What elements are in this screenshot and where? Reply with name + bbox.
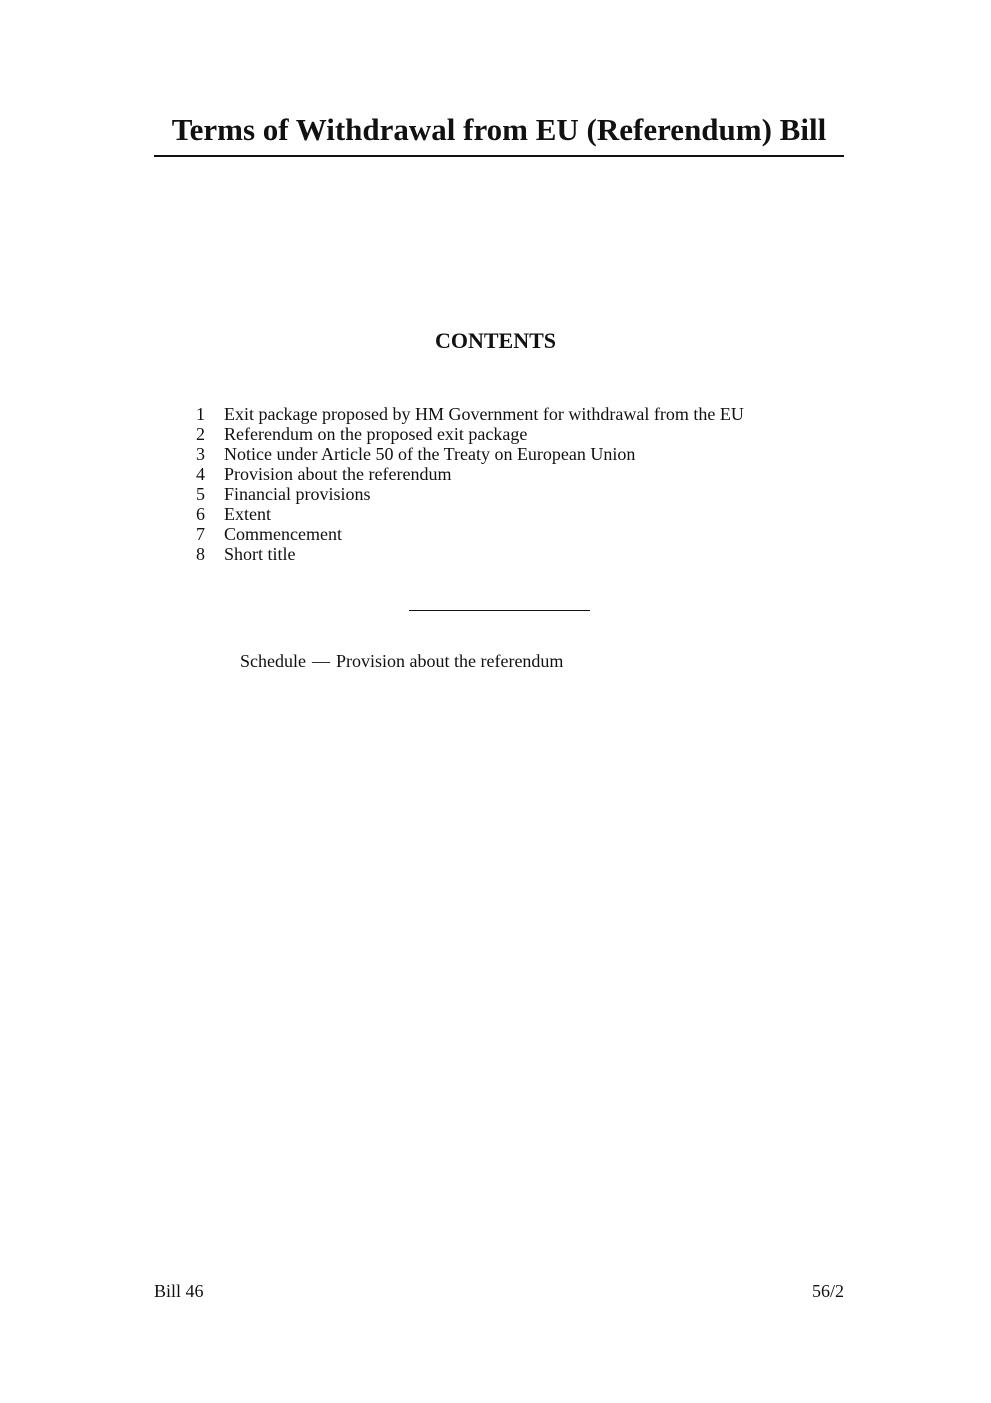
toc-item-label: Referendum on the proposed exit package — [224, 424, 528, 444]
schedule-entry — [240, 650, 563, 672]
toc-item-number: 1 — [196, 404, 205, 424]
toc-item-number: 4 — [196, 464, 205, 484]
toc-item-label: Exit package proposed by HM Government for withdrawal from the EU — [224, 404, 744, 424]
section-divider — [409, 610, 590, 611]
schedule-title: Provision about the referendum — [335, 651, 564, 671]
bill-title: Terms of Withdrawal from EU (Referendum) Bill — [171, 112, 827, 147]
schedule-dash: — — [311, 651, 330, 671]
toc-item-number: 2 — [196, 424, 205, 444]
bill-reference: 56/2 — [811, 1281, 844, 1301]
toc-item-number: 5 — [196, 484, 205, 504]
toc-item — [190, 484, 890, 504]
toc-item-label: Provision about the referendum — [224, 464, 452, 484]
title-underline — [154, 155, 844, 157]
toc-item-label: Short title — [224, 544, 296, 564]
toc-item-number: 3 — [196, 444, 205, 464]
toc-item-label: Notice under Article 50 of the Treaty on European Union — [224, 444, 636, 464]
toc-item — [190, 544, 890, 564]
toc-item-label: Extent — [224, 504, 271, 524]
schedule-label: Schedule — [240, 651, 306, 671]
toc-item — [190, 424, 890, 444]
table-of-contents — [190, 404, 890, 564]
toc-item-number: 8 — [196, 544, 205, 564]
toc-item-number: 7 — [196, 524, 205, 544]
toc-item — [190, 524, 890, 544]
contents-heading: CONTENTS — [434, 328, 557, 353]
toc-item — [190, 504, 890, 524]
toc-item-label: Commencement — [224, 524, 342, 544]
toc-item — [190, 404, 890, 424]
toc-item-label: Financial provisions — [224, 484, 371, 504]
toc-item-number: 6 — [196, 504, 205, 524]
toc-item — [190, 464, 890, 484]
bill-number: Bill 46 — [154, 1281, 204, 1301]
toc-item — [190, 444, 890, 464]
